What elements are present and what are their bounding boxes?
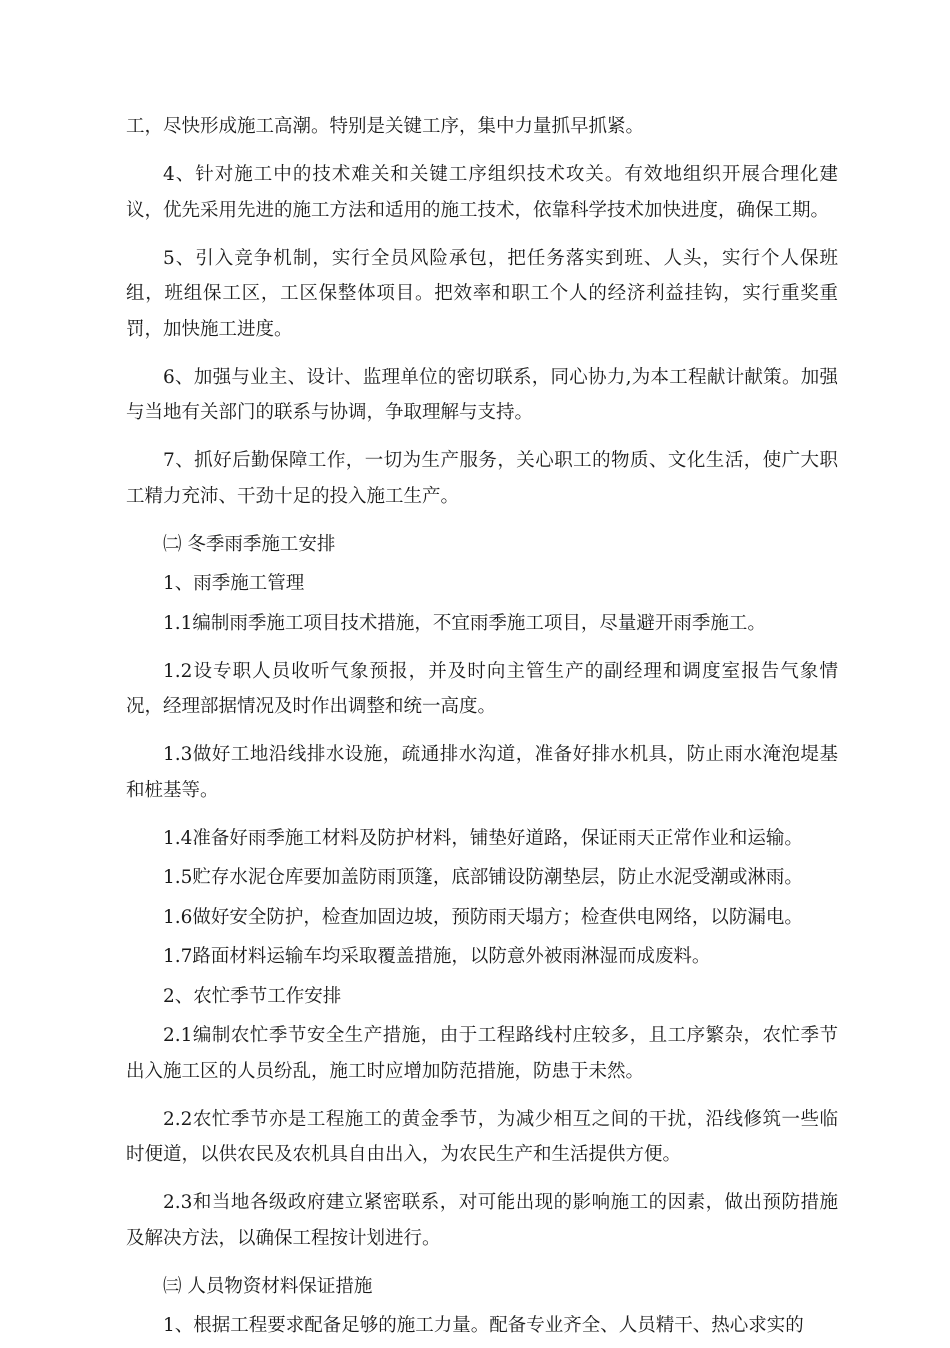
paragraph-item-1-2: 1.2设专职人员收听气象预报，并及时向主管生产的副经理和调度室报告气象情况，经理部据情况及时作出调整和统一高度。 — [126, 660, 838, 717]
paragraph-item-personnel-1: 1、根据工程要求配备足够的施工力量。配备专业齐全、人员精干、热心求实的 — [163, 1315, 804, 1336]
document-page — [126, 109, 838, 1348]
paragraph-item-7: 7、抓好后勤保障工作，一切为生产服务，关心职工的物质、文化生活，使广大职工精力充沛、干劲十足的投入施工生产。 — [126, 450, 838, 507]
paragraph-continuation: 工，尽快形成施工高潮。特别是关键工序，集中力量抓早抓紧。 — [126, 116, 645, 137]
paragraph-item-1-4: 1.4准备好雨季施工材料及防护材料，铺垫好道路，保证雨天正常作业和运输。 — [163, 827, 803, 849]
section-heading-personnel-materials: ㈢ 人员物资材料保证措施 — [163, 1275, 373, 1297]
section-heading-winter-rainy-season: ㈡ 冬季雨季施工安排 — [163, 533, 336, 555]
paragraph-item-4: 4、针对施工中的技术难关和关键工序组织技术攻关。有效地组织开展合理化建议，优先采用先进的施工方法和适用的施工技术，依靠科学技术加快进度，确保工期。 — [126, 164, 838, 221]
paragraph-item-5: 5、引入竞争机制，实行全员风险承包，把任务落实到班、人头，实行个人保班组，班组保工区，工区保整体项目。把效率和职工个人的经济利益挂钩，实行重奖重罚，加快施工进度。 — [126, 247, 838, 340]
paragraph-item-1-1: 1.1编制雨季施工项目技术措施，不宜雨季施工项目，尽量避开雨季施工。 — [163, 612, 766, 634]
paragraph-item-2-2: 2.2农忙季节亦是工程施工的黄金季节，为减少相互之间的干扰，沿线修筑一些临时便道，以供农民及农机具自由出入，为农民生产和生活提供方便。 — [126, 1108, 838, 1165]
paragraph-item-2-3: 2.3和当地各级政府建立紧密联系，对可能出现的影响施工的因素，做出预防措施及解决方法，以确保工程按计划进行。 — [126, 1192, 838, 1249]
paragraph-item-1-6: 1.6做好安全防护，检查加固边坡，预防雨天塌方；检查供电网络，以防漏电。 — [163, 906, 803, 928]
paragraph-item-6: 6、加强与业主、设计、监理单位的密切联系，同心协力,为本工程献计献策。加强与当地有关部门的联系与协调，争取理解与支持。 — [126, 366, 838, 423]
paragraph-item-1-3: 1.3做好工地沿线排水设施，疏通排水沟道，准备好排水机具，防止雨水淹泡堤基和桩基等。 — [126, 744, 838, 801]
paragraph-item-2-1: 2.1编制农忙季节安全生产措施，由于工程路线村庄较多，且工序繁杂，农忙季节出入施工区的人员纷乱，施工时应增加防范措施，防患于未然。 — [126, 1025, 838, 1082]
paragraph-item-1-7: 1.7路面材料运输车均采取覆盖措施，以防意外被雨淋湿而成废料。 — [163, 946, 711, 967]
subheading-rainy-season-management: 1、雨季施工管理 — [163, 573, 305, 594]
paragraph-item-1-5: 1.5贮存水泥仓库要加盖防雨顶篷，底部铺设防潮垫层，防止水泥受潮或淋雨。 — [163, 867, 803, 888]
subheading-busy-farming-season: 2、农忙季节工作安排 — [163, 985, 342, 1007]
